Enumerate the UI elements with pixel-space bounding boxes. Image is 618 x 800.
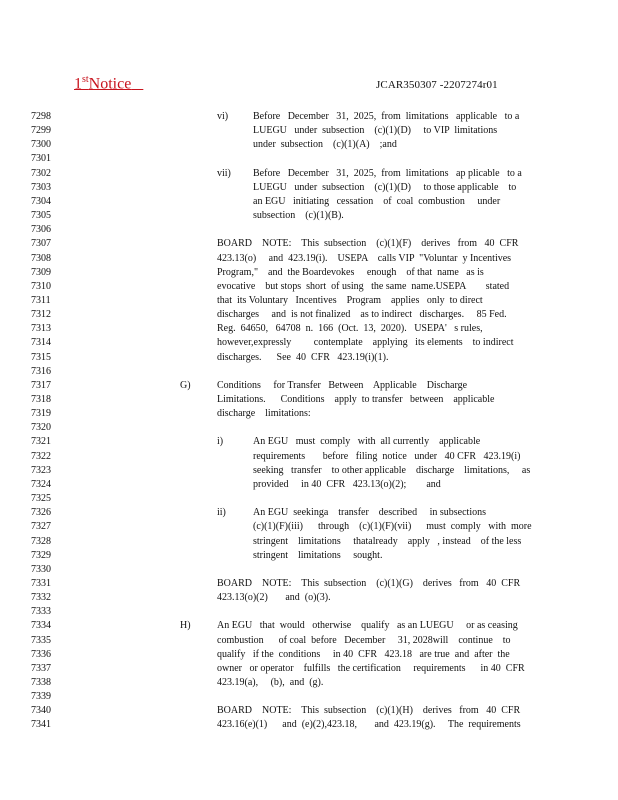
line-number: 7318 bbox=[31, 394, 51, 405]
line-number: 7302 bbox=[31, 167, 51, 179]
text-line: seeking transfer to other applicable discharge limitations, as bbox=[253, 464, 531, 476]
text-line: owner or operator fulfills the certification requirements in 40 CFR bbox=[217, 662, 525, 674]
line-number: 7311 bbox=[31, 294, 51, 306]
notice-word: Notice bbox=[88, 75, 132, 93]
text-line: LUEGU under subsection (c)(1)(D) to those applicable to bbox=[253, 181, 517, 193]
text-line: Reg. 64650, 64708 n. 166 (Oct. 13, 2020). USEPA' s rules, bbox=[217, 323, 483, 335]
text-line: An EGU seekinga transfer described in subsections bbox=[253, 507, 486, 519]
text-line: LUEGU under subsection (c)(1)(D) to VIP limitations bbox=[253, 125, 498, 137]
line-number: 7322 bbox=[31, 450, 51, 462]
text-line: An EGU that would otherwise qualify as an LUEGU or as ceasing bbox=[217, 620, 518, 632]
line-number: 7341 bbox=[31, 719, 51, 731]
line-number: 7317 bbox=[31, 379, 51, 391]
line-number: 7314 bbox=[31, 337, 51, 349]
line-number: 7312 bbox=[31, 309, 51, 321]
text-line: however,expressly contemplate applying its elements to indirect bbox=[217, 337, 514, 349]
notice-number: 1 bbox=[74, 75, 82, 93]
line-number: 7326 bbox=[31, 507, 51, 519]
line-number: 7320 bbox=[31, 422, 51, 434]
line-number: 7308 bbox=[31, 252, 51, 264]
text-line: stringent limitations sought. bbox=[253, 549, 383, 561]
line-number: 7332 bbox=[31, 592, 51, 604]
line-number: 7301 bbox=[31, 153, 51, 165]
text-line: provided in 40 CFR 423.13(o)(2); and bbox=[253, 478, 441, 490]
line-number: 7337 bbox=[31, 662, 51, 674]
line-number: 7324 bbox=[31, 478, 51, 490]
line-number: 7305 bbox=[31, 210, 51, 222]
line-number: 7328 bbox=[31, 535, 51, 547]
text-line: Conditions for Transfer Between Applicable Discharge bbox=[217, 379, 468, 391]
text-line: under subsection (c)(1)(A) ;and bbox=[253, 139, 397, 151]
line-number: 7340 bbox=[31, 705, 51, 717]
line-number: 7329 bbox=[31, 549, 51, 561]
line-number: 7338 bbox=[31, 677, 51, 688]
line-number: 7316 bbox=[31, 365, 51, 377]
section-label: G) bbox=[180, 379, 191, 391]
line-number: 7335 bbox=[31, 634, 51, 646]
text-line: Before December 31, 2025, from limitations applicable to a bbox=[253, 111, 520, 122]
line-number: 7307 bbox=[31, 238, 51, 250]
section-label: H) bbox=[180, 620, 191, 632]
text-line: (c)(1)(F)(iii) through (c)(1)(F)(vii) must comply with more bbox=[253, 521, 532, 533]
text-line: Limitations. Conditions apply to transfer between applicable bbox=[217, 394, 495, 405]
text-line: discharges. See 40 CFR 423.19(i)(1). bbox=[217, 351, 389, 363]
line-number: 7327 bbox=[31, 521, 51, 533]
section-label: vi) bbox=[217, 111, 229, 122]
text-line: 423.13(o) and 423.19(i). USEPA calls VIP "Voluntar y Incentives bbox=[217, 252, 512, 264]
line-number: 7336 bbox=[31, 648, 51, 660]
text-line: BOARD NOTE: This subsection (c)(1)(F) derives from 40 CFR bbox=[217, 238, 519, 250]
notice-heading bbox=[74, 74, 143, 93]
line-number: 7309 bbox=[31, 266, 51, 278]
text-line: stringent limitations thatalready apply , instead of the less bbox=[253, 535, 522, 547]
line-number: 7299 bbox=[31, 125, 51, 137]
section-label: vii) bbox=[217, 167, 231, 179]
document-code: JCAR350307 -2207274r01 bbox=[376, 79, 498, 91]
line-number: 7298 bbox=[31, 111, 51, 122]
text-line: subsection (c)(1)(B). bbox=[253, 210, 344, 222]
text-line: An EGU must comply with all currently applicable bbox=[253, 436, 481, 448]
text-line: discharge limitations: bbox=[217, 408, 311, 420]
line-number: 7315 bbox=[31, 351, 51, 363]
text-line: requirements before filing notice under 40 CFR 423.19(i) bbox=[253, 450, 521, 462]
text-line: qualify if the conditions in 40 CFR 423.18 are true and after the bbox=[217, 648, 510, 660]
line-number: 7323 bbox=[31, 464, 51, 476]
line-number: 7333 bbox=[31, 606, 51, 618]
line-number: 7330 bbox=[31, 563, 51, 575]
line-number: 7304 bbox=[31, 195, 51, 207]
line-number: 7331 bbox=[31, 577, 51, 589]
line-number: 7325 bbox=[31, 493, 51, 505]
line-number: 7313 bbox=[31, 323, 51, 335]
section-label: ii) bbox=[217, 507, 226, 519]
section-label: i) bbox=[217, 436, 224, 448]
text-line: combustion of coal before December 31, 2028will continue to bbox=[217, 634, 511, 646]
text-line: evocative but stops short of using the same name.USEPA stated bbox=[217, 280, 510, 292]
text-line: BOARD NOTE: This subsection (c)(1)(H) derives from 40 CFR bbox=[217, 705, 521, 717]
text-line: that its Voluntary Incentives Program applies only to direct bbox=[217, 294, 483, 306]
text-line: an EGU initiating cessation of coal combustion under bbox=[253, 195, 501, 207]
text-line: 423.16(e)(1) and (e)(2),423.18, and 423.19(g). The requirements bbox=[217, 719, 521, 731]
line-number: 7300 bbox=[31, 139, 51, 151]
line-number: 7339 bbox=[31, 691, 51, 703]
line-number: 7334 bbox=[31, 620, 51, 632]
text-line: BOARD NOTE: This subsection (c)(1)(G) derives from 40 CFR bbox=[217, 577, 521, 589]
line-number: 7306 bbox=[31, 224, 51, 236]
text-line: 423.13(o)(2) and (o)(3). bbox=[217, 592, 331, 604]
line-number: 7303 bbox=[31, 181, 51, 193]
line-number: 7319 bbox=[31, 408, 51, 420]
text-line: 423.19(a), (b), and (g). bbox=[217, 677, 324, 688]
text-line: discharges and is not finalized as to indirect discharges. 85 Fed. bbox=[217, 309, 507, 321]
text-line: Program," and the Boardevokes enough of that name as is bbox=[217, 266, 484, 278]
text-line: Before December 31, 2025, from limitations ap plicable to a bbox=[253, 167, 522, 179]
line-number: 7321 bbox=[31, 436, 51, 448]
line-number: 7310 bbox=[31, 280, 51, 292]
notice-ordinal: st bbox=[82, 74, 89, 85]
